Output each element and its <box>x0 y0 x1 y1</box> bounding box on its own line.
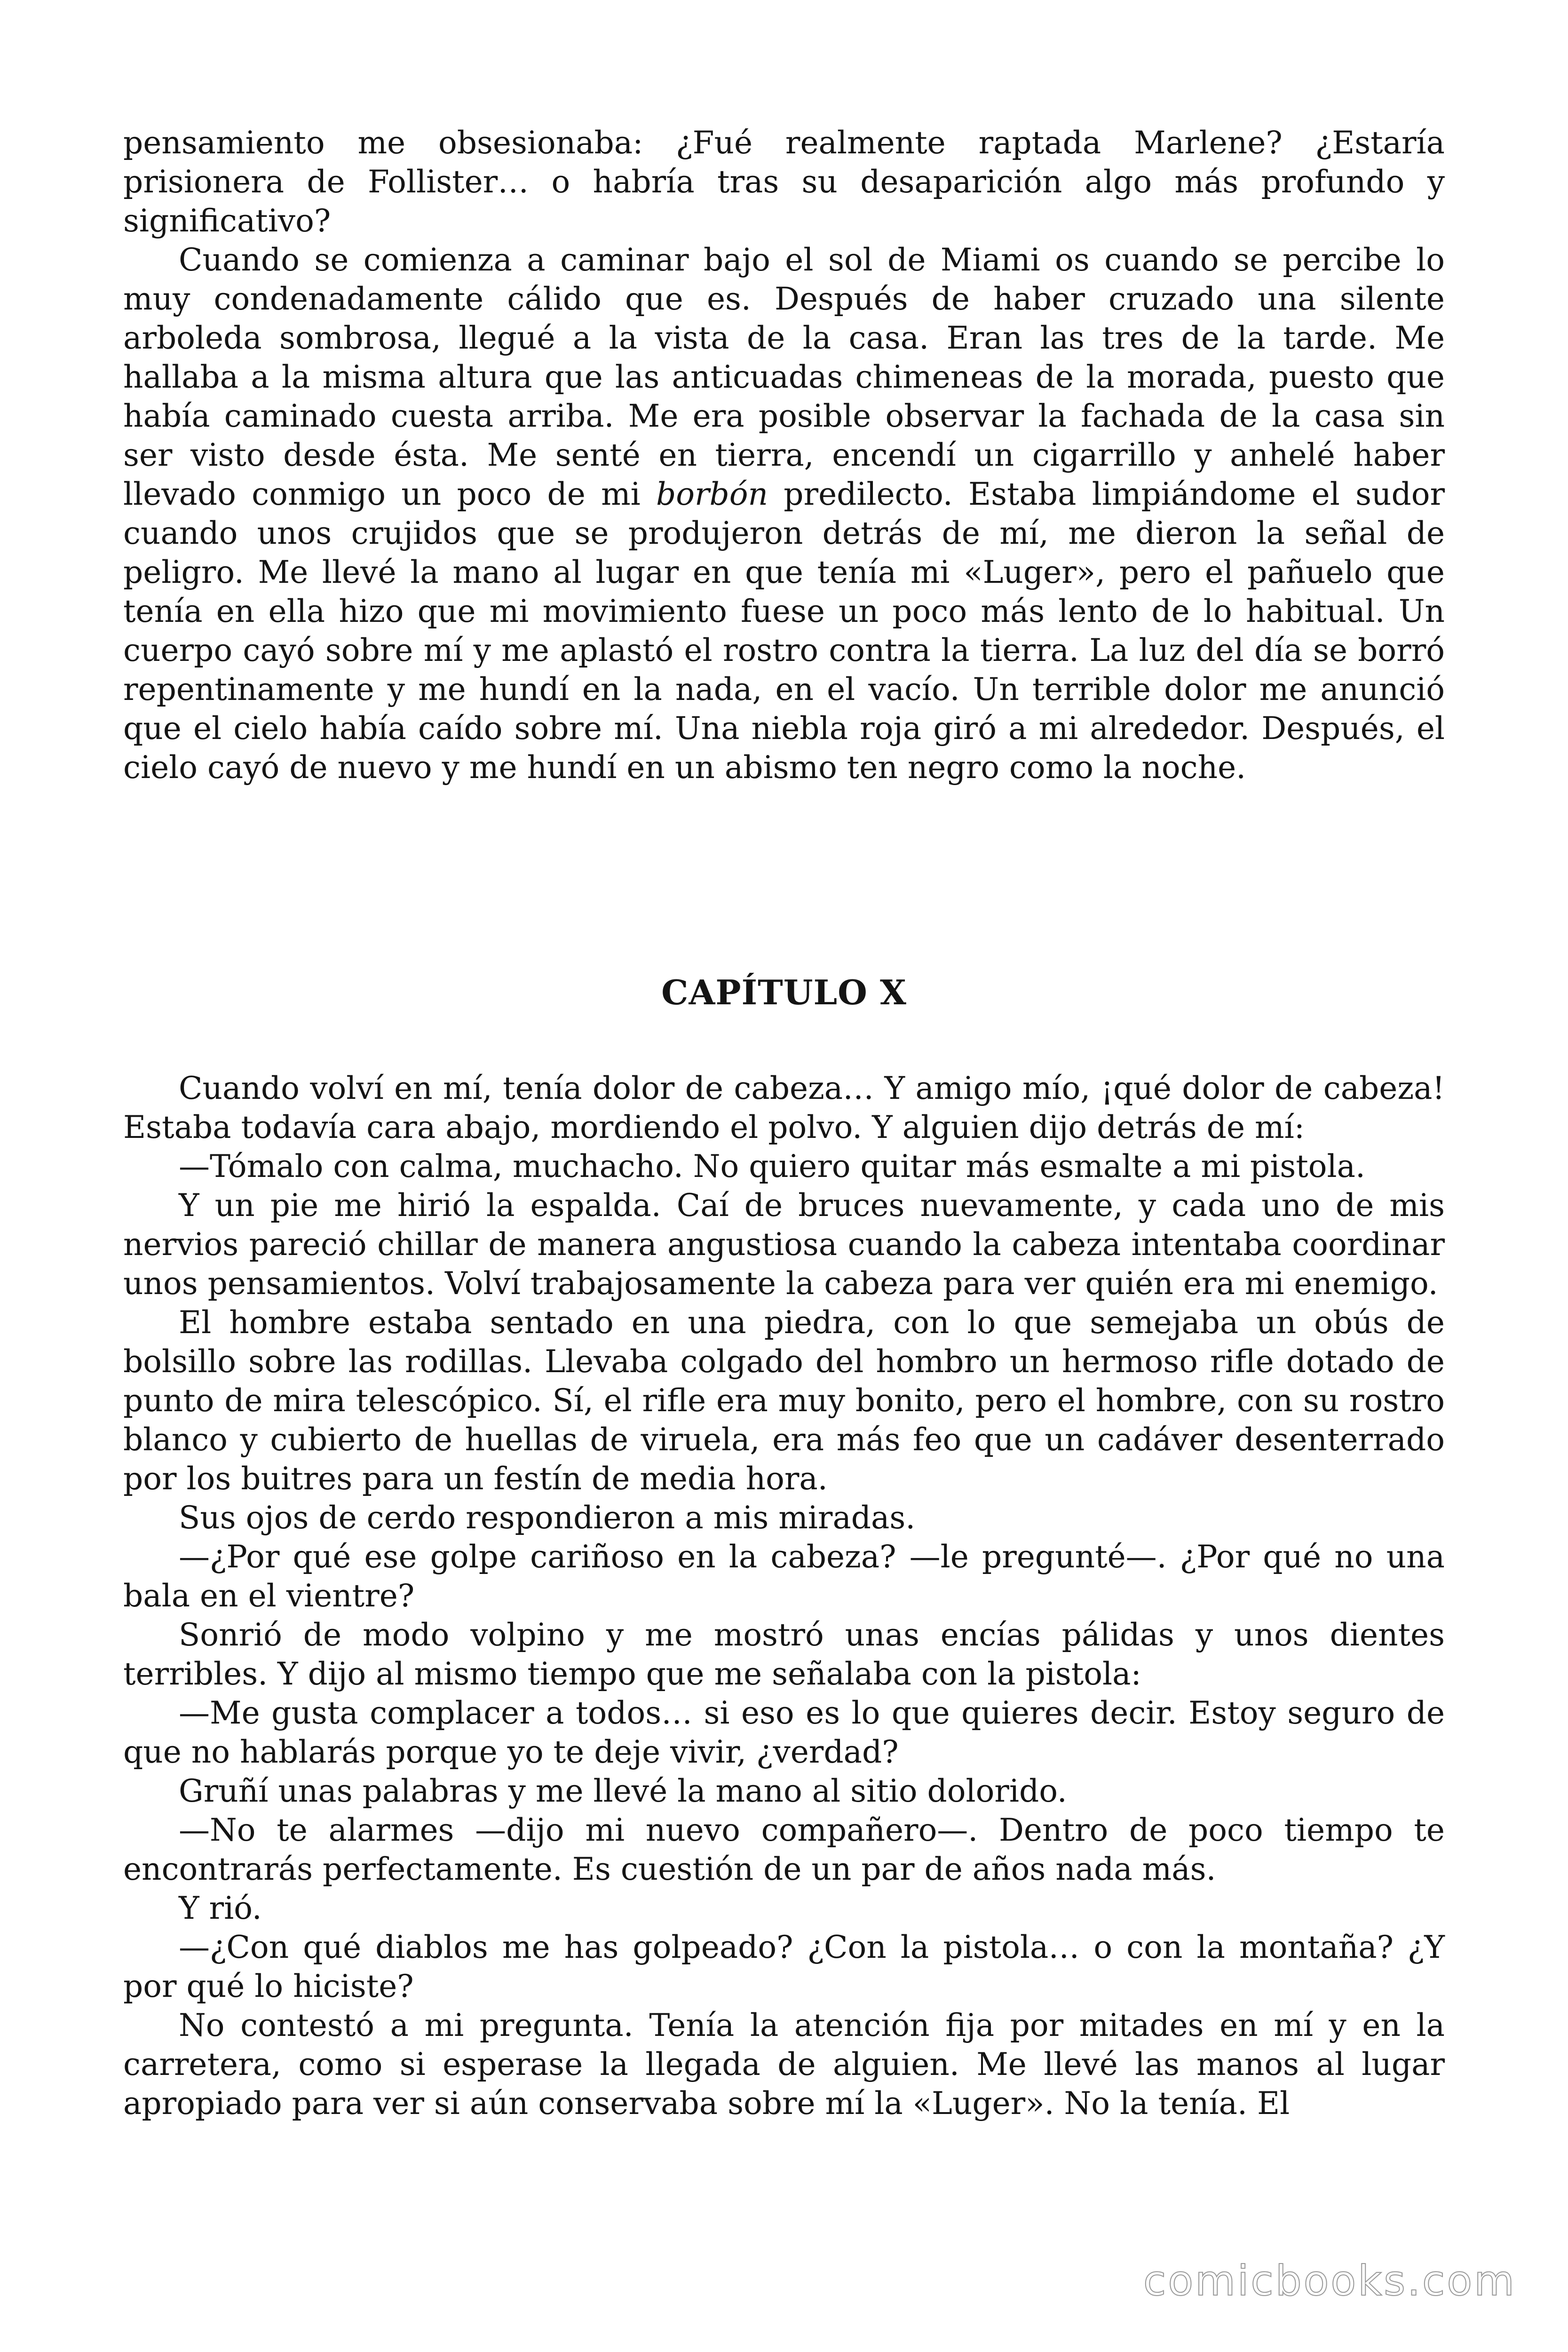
emphasis-text: borbón <box>656 476 768 512</box>
paragraph: No contestó a mi pregunta. Tenía la atención fija por mitades en mí y en la carretera, como si esperase la llegada de alguien. Me llevé las manos al lugar apropiado para ver si aún conservaba sobre mí la «Luger». No la tenía. El <box>123 2007 1445 2122</box>
paragraph: —No te alarmes —dijo mi nuevo compañero—. Dentro de poco tiempo te encontrarás perfectamente. Es cuestión de un par de años nada más. <box>123 1812 1445 1887</box>
paragraph: —¿Con qué diablos me has golpeado? ¿Con la pistola… o con la montaña? ¿Y por qué lo hiciste? <box>123 1929 1445 2004</box>
chapter-body <box>123 1069 1445 2123</box>
watermark: comicbooks.com <box>1143 2257 1516 2305</box>
paragraph: Gruñí unas palabras y me llevé la mano al sitio dolorido. <box>179 1773 1067 1809</box>
paragraph-continuation: pensamiento me obsesionaba: ¿Fué realmente raptada Marlene? ¿Estaría prisionera de Follister… o habría tras su desaparición algo más profundo y significativo? <box>123 125 1445 239</box>
paragraph: —¿Por qué ese golpe cariñoso en la cabeza? —le pregunté—. ¿Por qué no una bala en el vientre? <box>123 1539 1445 1614</box>
previous-chapter-ending <box>123 123 1445 787</box>
paragraph: Sonrió de modo volpino y me mostró unas encías pálidas y unos dientes terribles. Y dijo al mismo tiempo que me señalaba con la pistola: <box>123 1617 1445 1692</box>
paragraph: Cuando volví en mí, tenía dolor de cabeza… Y amigo mío, ¡qué dolor de cabeza! Estaba todavía cara abajo, mordiendo el polvo. Y alguien dijo detrás de mí: <box>123 1070 1445 1145</box>
paragraph: Y rió. <box>179 1890 262 1926</box>
paragraph-miami <box>123 240 1445 787</box>
text-run: predilecto. Estaba limpiándome el sudor cuando unos crujidos que se produjeron detrás de mí, me dieron la señal de peligro. Me llevé la mano al lugar en que tenía mi «Luger», pero el pañuelo que tenía en ella hizo que mi movimiento fuese un poco más lento de lo habitual. Un cuerpo cayó sobre mí y me aplastó el rostro contra la tierra. La luz del día se borró repentinamente y me hundí en la nada, en el vacío. Un terrible dolor me anunció que el cielo había caído sobre mí. Una niebla roja giró a mi alrededor. Después, el cielo cayó de nuevo y me hundí en un abismo ten negro como la noche. <box>123 476 1445 786</box>
chapter-title: CAPÍTULO X <box>661 972 907 1012</box>
text-run: Cuando se comienza a caminar bajo el sol de Miami os cuando se percibe lo muy condenadamente cálido que es. Después de haber cruzado una silente arboleda sombrosa, llegué a la vista de la casa. Eran las tres de la tarde. Me hallaba a la misma altura que las anticuadas chimeneas de la morada, puesto que había caminado cuesta arriba. Me era posible observar la fachada de la casa sin ser visto desde ésta. Me senté en tierra, encendí un cigarrillo y anhelé haber llevado conmigo un poco de mi <box>123 242 1445 512</box>
paragraph: Sus ojos de cerdo respondieron a mis miradas. <box>179 1500 916 1536</box>
paragraph: —Me gusta complacer a todos… si eso es lo que quieres decir. Estoy seguro de que no hablarás porque yo te deje vivir, ¿verdad? <box>123 1695 1445 1770</box>
paragraph: Y un pie me hirió la espalda. Caí de bruces nuevamente, y cada uno de mis nervios pareció chillar de manera angustiosa cuando la cabeza intentaba coordinar unos pensamientos. Volví trabajosamente la cabeza para ver quién era mi enemigo. <box>123 1187 1445 1302</box>
paragraph: —Tómalo con calma, muchacho. No quiero quitar más esmalte a mi pistola. <box>179 1148 1365 1184</box>
paragraph: El hombre estaba sentado en una piedra, con lo que semejaba un obús de bolsillo sobre las rodillas. Llevaba colgado del hombro un hermoso rifle dotado de punto de mira telescópico. Sí, el rifle era muy bonito, pero el hombre, con su rostro blanco y cubierto de huellas de viruela, era más feo que un cadáver desenterrado por los buitres para un festín de media hora. <box>123 1304 1445 1497</box>
chapter-heading <box>123 971 1445 1014</box>
